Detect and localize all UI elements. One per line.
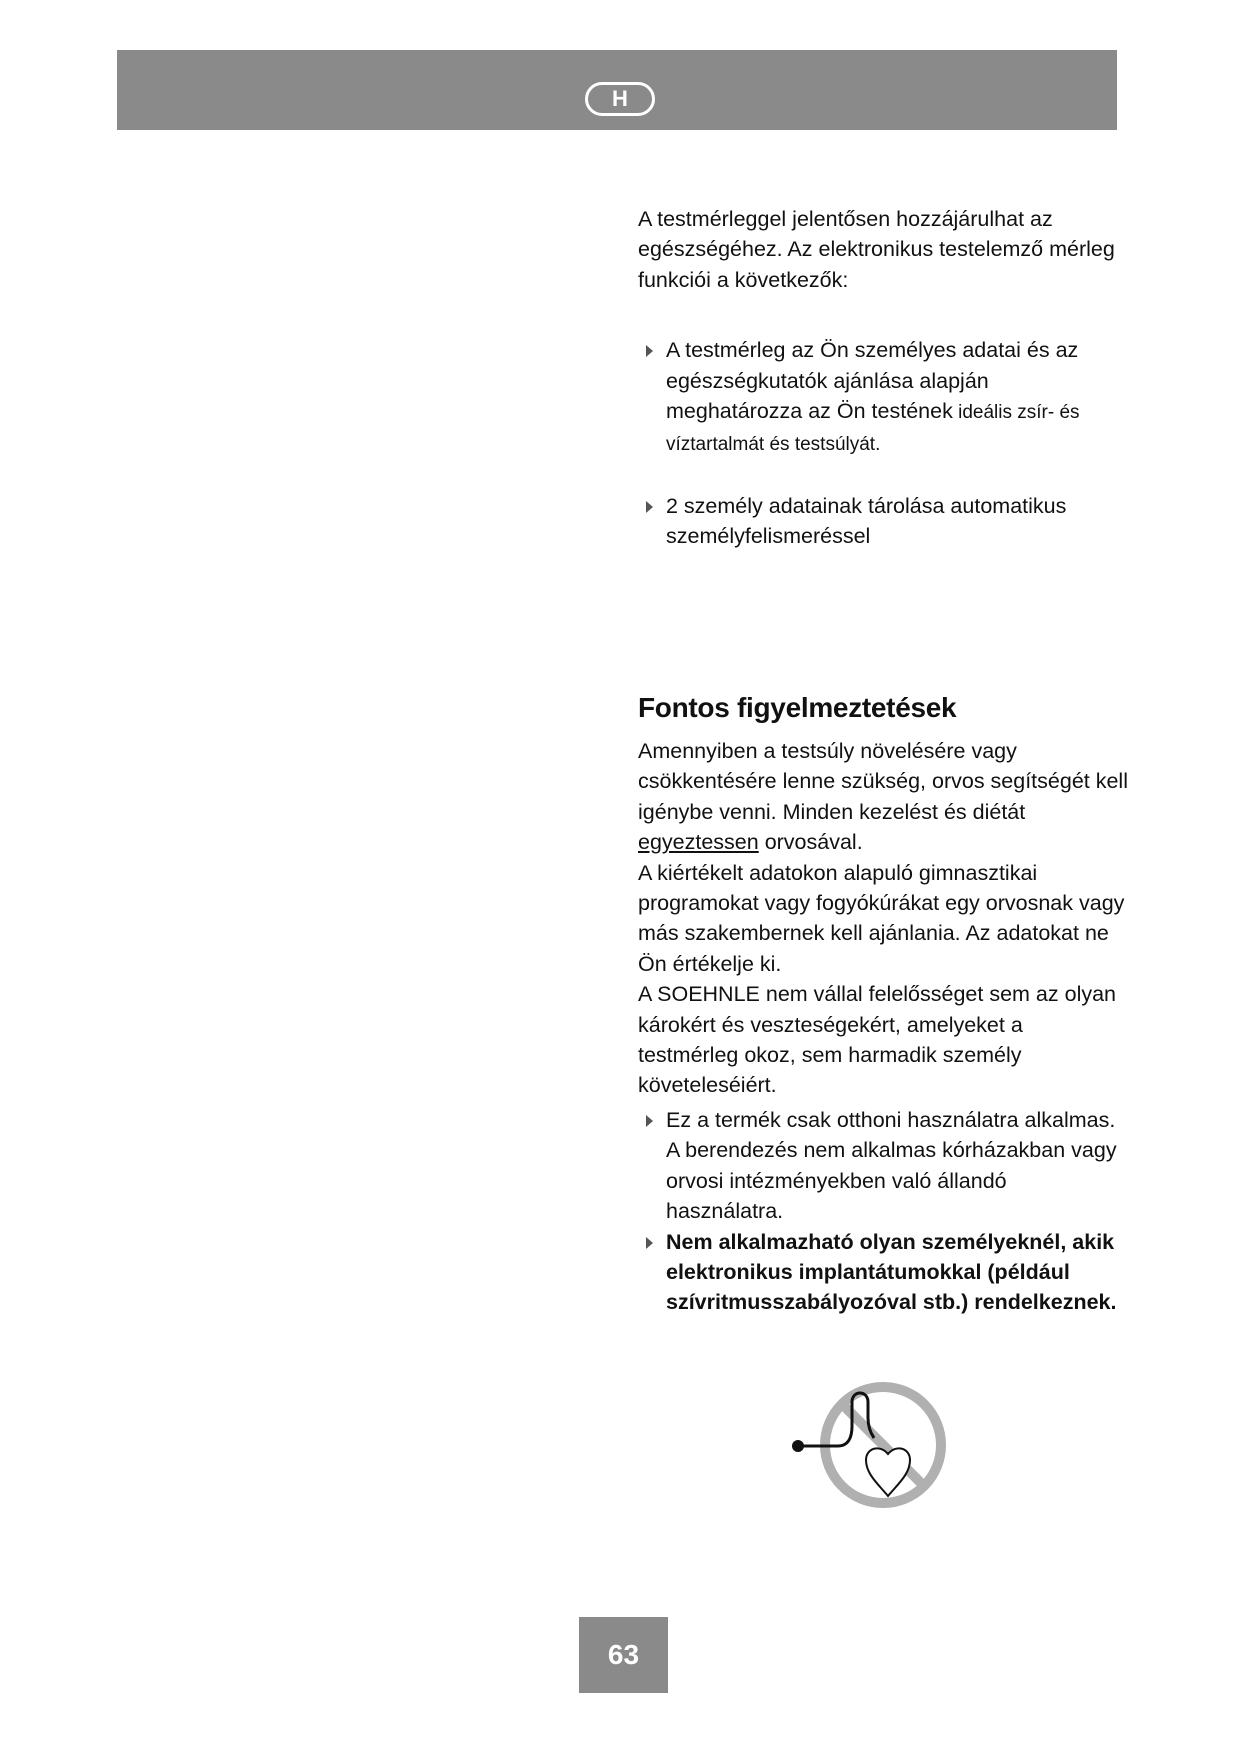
feature-text: A testmérleg az Ön személyes adatai és az egészségkutatók ajánlása alapján meghatározza az Ön testének bbox=[666, 338, 1079, 424]
triangle-right-icon bbox=[646, 501, 653, 513]
no-pacemaker-icon bbox=[790, 1378, 950, 1513]
list-item bbox=[638, 491, 1118, 552]
warning-text: orvosával. bbox=[758, 830, 863, 855]
intro-section bbox=[638, 204, 1118, 582]
triangle-right-icon bbox=[646, 1237, 653, 1249]
feature-text: 2 személy adatainak tárolása automatikus személyfelismeréssel bbox=[666, 493, 1067, 549]
language-badge: H bbox=[585, 82, 655, 116]
warning-bullet-text: Ez a termék csak otthoni használatra alkalmas. A berendezés nem alkalmas kórházakban vagy orvosi intézményekben való állandó használatra. bbox=[666, 1107, 1117, 1224]
intro-paragraph: A testmérleggel jelentősen hozzájárulhat az egészségéhez. Az elektronikus testelemző mérleg funkciói a következők: bbox=[638, 207, 1115, 292]
warning-list bbox=[638, 1105, 1128, 1318]
section-title: Fontos figyelmeztetések bbox=[638, 692, 957, 723]
warning-paragraph bbox=[638, 736, 1128, 858]
page-number: 63 bbox=[579, 1617, 668, 1693]
list-item bbox=[638, 1105, 1128, 1227]
warning-paragraph: A SOEHNLE nem vállal felelősséget sem az olyan károkért és veszteségekért, amelyeket a testmérleg okoz, sem harmadik személy követeleséiért. bbox=[638, 982, 1117, 1098]
underlined-text: egyeztessen bbox=[638, 830, 759, 855]
warning-bullet-text: Nem alkalmazható olyan személyeknél, akik elektronikus implantátumokkal (például szívritmusszabályozóval stb.) rendelkeznek. bbox=[666, 1229, 1117, 1315]
feature-list bbox=[638, 335, 1118, 551]
list-item bbox=[638, 1227, 1128, 1318]
triangle-right-icon bbox=[646, 345, 653, 357]
warnings-section bbox=[638, 690, 1128, 1318]
feature-text-tail: ideális zsír- és víztartalmát és testsúlyát. bbox=[666, 402, 1080, 456]
triangle-right-icon bbox=[646, 1115, 653, 1127]
warning-paragraph: A kiértékelt adatokon alapuló gimnasztikai programokat vagy fogyókúrákat egy orvosnak vagy más szakembernek kell ajánlania. Az adatokat ne Ön értékelje ki. bbox=[638, 860, 1125, 976]
list-item bbox=[638, 335, 1118, 461]
warning-text: Amennyiben a testsúly növelésére vagy csökkentésére lenne szükség, orvos segítségét kell igénybe venni. Minden kezelést és diétát bbox=[638, 739, 1128, 824]
